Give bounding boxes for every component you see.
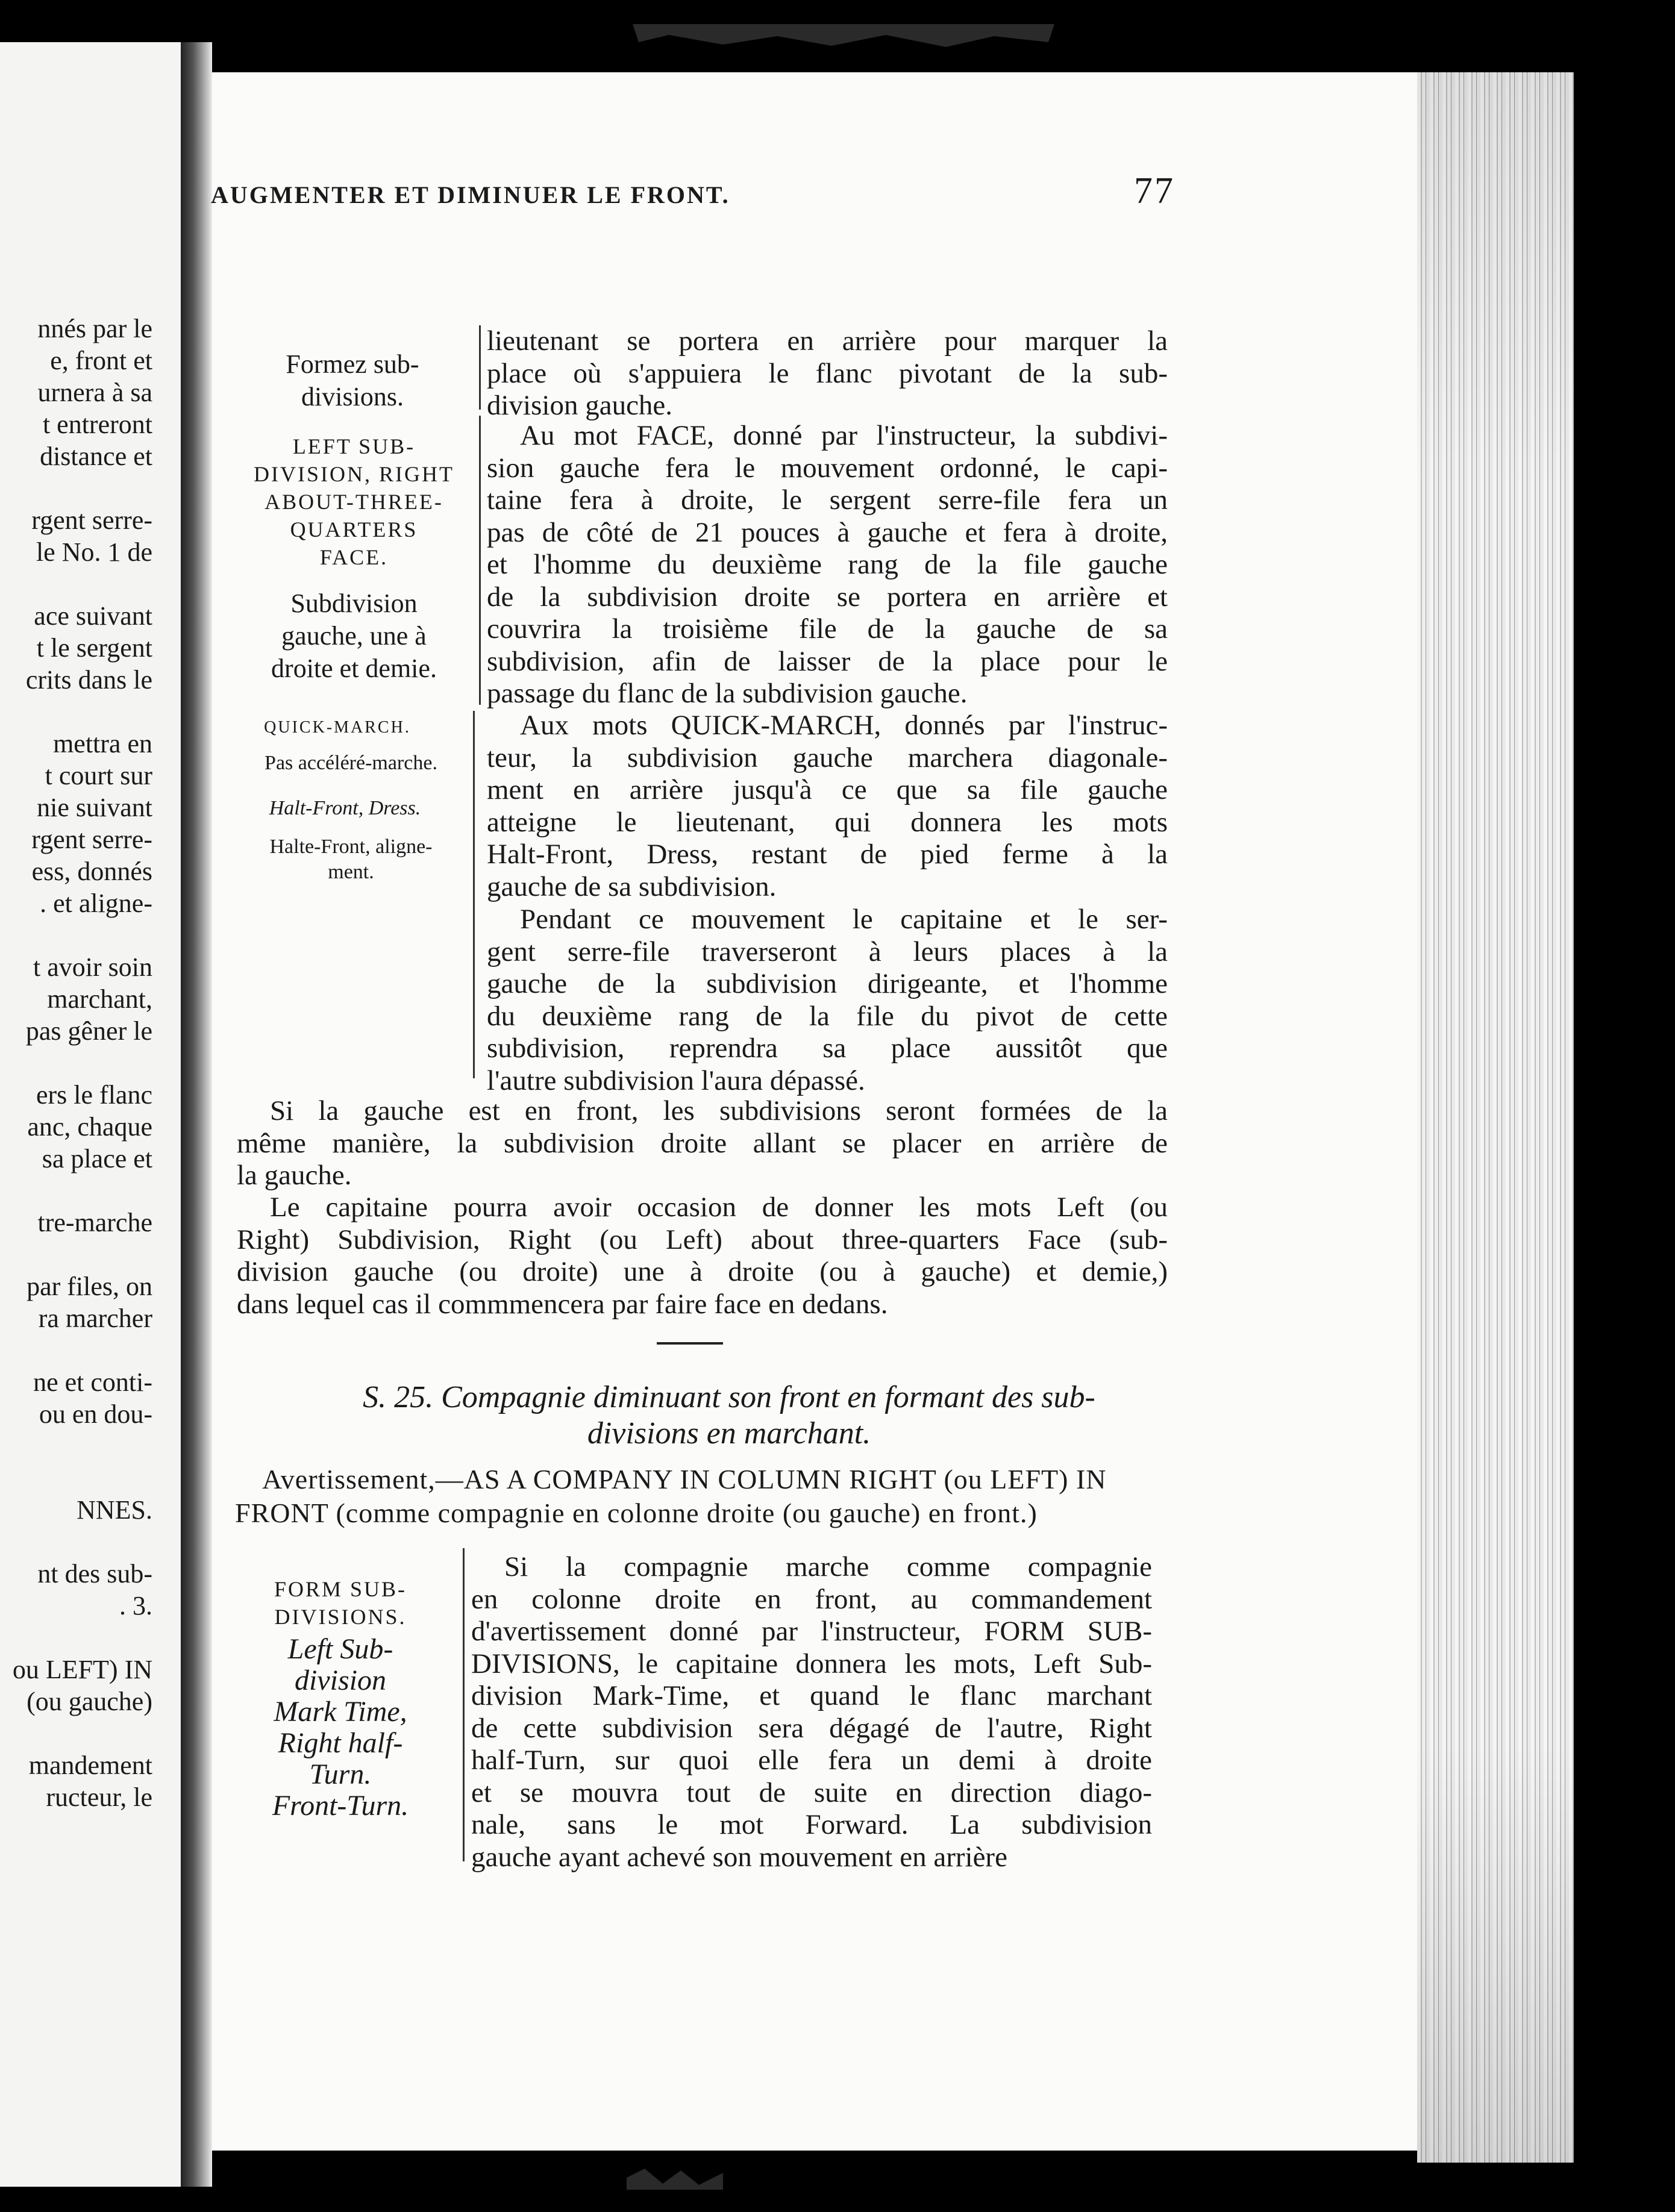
text-line: division gauche (ou droite) une à droite (ou à gauche) et demie,) (237, 1256, 1168, 1287)
text-line: gent serre-file traverseront à leurs places à la (487, 936, 1168, 967)
left-page-line: rgent serre- (31, 825, 152, 854)
paragraph-lieutenant (487, 325, 1168, 422)
avertissement-line: Avertissement,—AS A COMPANY IN COLUMN RIGHT (ou LEFT) IN (262, 1464, 1107, 1495)
page-number: 77 (1134, 170, 1175, 211)
sidenote-line: FACE. (319, 545, 389, 569)
left-page-line: t avoir soin (33, 952, 152, 982)
text-line: dans lequel cas il commmencera par faire face en dedans. (237, 1288, 888, 1320)
sidenote-line: ABOUT-THREE- (265, 490, 443, 514)
sidenote-line: gauche, une à (281, 621, 427, 651)
sidenote-line: DIVISIONS. (274, 1605, 407, 1629)
sidenote-line: Turn. (309, 1758, 372, 1790)
left-page-line: pas gêner le (25, 1016, 152, 1046)
avertissement-line: FRONT (comme compagnie en colonne droite (ou gauche) en front.) (235, 1498, 1038, 1528)
text-line: l'autre subdivision l'aura dépassé. (487, 1064, 865, 1096)
left-page-line: t entreront (42, 410, 152, 439)
text-line: du deuxième rang de la file du pivot de cette (487, 1000, 1168, 1032)
text-line: division Mark-Time, et quand le flanc marchant (471, 1680, 1152, 1711)
page-edges (1417, 72, 1574, 2163)
left-page-line: le No. 1 de (36, 537, 152, 567)
text-line: passage du flanc de la subdivision gauche. (487, 678, 968, 709)
bottom-ornament (627, 2166, 723, 2190)
left-page-line: rgent serre- (31, 505, 152, 535)
text-line: d'avertissement donné par l'instructeur, FORM SUB- (471, 1616, 1152, 1647)
section-heading-line: S. 25. Compagnie diminuant son front en formant des sub- (363, 1380, 1095, 1414)
sidenote-halt-front (238, 792, 452, 825)
paragraph-aux-mots (487, 710, 1168, 903)
left-page-line: ace suivant (34, 601, 152, 631)
left-page-line: ou LEFT) IN (12, 1655, 152, 1684)
sidenote-halte-front (238, 834, 464, 885)
text-line: couvrira la troisième file de la gauche de sa (487, 613, 1168, 645)
text-line: de la subdivision droite se portera en arrière et (487, 581, 1168, 613)
section-heading-line: divisions en marchant. (587, 1416, 871, 1451)
text-line: même manière, la subdivision droite allant se placer en arrière de (237, 1127, 1168, 1159)
sidenote-line: Formez sub- (286, 349, 419, 379)
sidenote-left-sub (238, 433, 470, 571)
book-gutter (181, 42, 212, 2187)
sidenote-line: Mark Time, (274, 1696, 407, 1728)
sidenote-quick-march (238, 714, 437, 742)
paragraph-au-mot-face (487, 420, 1168, 710)
sidenote-line: divisions. (301, 382, 404, 411)
left-page-line: NNES. (77, 1495, 152, 1525)
sidenote-line: Right half- (278, 1727, 403, 1759)
text-line: subdivision, reprendra sa place aussitôt que (487, 1033, 1168, 1064)
left-page-line: t court sur (45, 761, 152, 790)
sidenote-subdivision-gauche (238, 587, 470, 685)
brace (473, 711, 481, 1078)
text-line: Au mot FACE, donné par l'instructeur, la subdivi- (520, 420, 1168, 451)
text-line: Pendant ce mouvement le capitaine et le ser- (520, 904, 1168, 935)
text-line: lieutenant se portera en arrière pour marquer la (487, 325, 1168, 357)
sidenote-line: Subdivision (290, 589, 418, 618)
text-line: gauche de sa subdivision. (487, 870, 777, 902)
section-heading (259, 1379, 1199, 1452)
sidenote-line: Pas accéléré-marche. (265, 752, 437, 774)
section-divider (657, 1342, 723, 1345)
text-line: Right) Subdivision, Right (ou Left) about three-quarters Face (sub- (237, 1223, 1168, 1255)
text-line: Si la compagnie marche comme compagnie (504, 1551, 1152, 1582)
text-line: et l'homme du deuxième rang de la file gauche (487, 549, 1168, 580)
left-page-line: . et aligne- (40, 889, 152, 918)
sidenote-line: Front-Turn. (272, 1790, 409, 1822)
page-title: AUGMENTER ET DIMINUER LE FRONT. (211, 181, 730, 208)
left-page-line: . 3. (119, 1591, 152, 1620)
paragraph-pendant (487, 904, 1168, 1097)
left-page-line: crits dans le (25, 665, 152, 695)
sidenote-line: QUICK-MARCH. (264, 718, 411, 737)
text-line: gauche ayant achevé son mouvement en arrière (471, 1841, 1007, 1873)
text-line: place où s'appuiera le flanc pivotant de la sub- (487, 357, 1168, 389)
brace (479, 416, 487, 705)
left-page-line: ou en dou- (39, 1399, 152, 1429)
avertissement (235, 1463, 1175, 1530)
text-line: en colonne droite en front, au commandement (471, 1583, 1152, 1615)
text-line: Halt-Front, Dress, restant de pied ferme à la (487, 839, 1168, 870)
text-line: gauche de la subdivision dirigeante, et l'homme (487, 968, 1168, 999)
left-page-line: par files, on (27, 1272, 152, 1301)
left-page-line: (ou gauche) (27, 1687, 152, 1716)
sidenote-form-sub-commands (238, 1634, 443, 1822)
sidenote-pas-accelere (238, 747, 464, 780)
text-line: pas de côté de 21 pouces à gauche et fera à droite, (487, 516, 1168, 548)
sidenote-line: QUARTERS (290, 517, 418, 542)
sidenote-formez (253, 348, 452, 413)
left-page-line: mandement (28, 1751, 152, 1780)
sidenote-form-sub (241, 1575, 440, 1631)
brace (463, 1548, 471, 1861)
sidenote-line: DIVISION, RIGHT (254, 462, 454, 486)
left-page-line: e, front et (50, 346, 152, 375)
text-line: nale, sans le mot Forward. La subdivision (471, 1809, 1152, 1840)
left-page-line: mettra en (53, 729, 152, 758)
left-page-line: ra marcher (38, 1304, 152, 1333)
left-page-line: anc, chaque (27, 1112, 152, 1142)
left-page-line: marchant, (47, 984, 152, 1014)
text-line: DIVISIONS, le capitaine donnera les mots, Left Sub- (471, 1648, 1152, 1679)
left-page-line: nnés par le (37, 314, 152, 343)
sidenote-line: droite et demie. (271, 654, 437, 683)
left-page-line: urnera à sa (37, 378, 152, 407)
sidenote-line: Halt-Front, Dress. (269, 797, 421, 819)
sidenote-line: ment. (328, 861, 374, 883)
text-line: Le capitaine pourra avoir occasion de donner les mots Left (ou (270, 1192, 1168, 1223)
text-line: Si la gauche est en front, les subdivisions seront formées de la (270, 1095, 1168, 1126)
text-line: atteigne le lieutenant, qui donnera les mots (487, 806, 1168, 838)
sidenote-line: FORM SUB- (274, 1577, 407, 1601)
text-line: subdivision, afin de laisser de la place pour le (487, 645, 1168, 677)
sidenote-line: LEFT SUB- (292, 434, 416, 458)
sidenote-line: division (295, 1664, 386, 1696)
paragraph-le-capitaine (237, 1192, 1168, 1320)
left-page-line: nt des sub- (37, 1559, 152, 1589)
text-line: de cette subdivision sera dégagé de l'autre, Right (471, 1712, 1152, 1744)
top-ornament (633, 24, 1054, 48)
left-page-line: ers le flanc (36, 1080, 152, 1110)
left-page-line: ructeur, le (46, 1782, 152, 1812)
left-page-line: nie suivant (37, 793, 152, 822)
paragraph-si-la-gauche (237, 1095, 1168, 1192)
left-page-line: ess, donnés (31, 857, 152, 886)
paragraph-si-la-compagnie (471, 1551, 1152, 1873)
text-line: ment en arrière jusqu'à ce que sa file gauche (487, 774, 1168, 805)
left-page-line: tre-marche (37, 1208, 152, 1237)
text-line: la gauche. (237, 1160, 352, 1191)
left-page-line: t le sergent (36, 633, 152, 663)
left-page-line: sa place et (42, 1144, 152, 1173)
text-line: teur, la subdivision gauche marchera diagonale- (487, 742, 1168, 773)
sidenote-line: Halte-Front, aligne- (269, 836, 433, 858)
text-line: Aux mots QUICK-MARCH, donnés par l'instruc- (520, 710, 1168, 741)
brace (479, 325, 487, 410)
left-page-fragment (0, 42, 181, 2187)
sidenote-line: Left Sub- (287, 1633, 393, 1665)
left-page-line: distance et (40, 442, 152, 471)
text-line: half-Turn, sur quoi elle fera un demi à droite (471, 1745, 1152, 1776)
text-line: division gauche. (487, 390, 673, 421)
text-line: et se mouvra tout de suite en direction diago- (471, 1776, 1152, 1808)
text-line: sion gauche fera le mouvement ordonné, le capi- (487, 452, 1168, 484)
left-page-line: ne et conti- (33, 1367, 152, 1397)
text-line: taine fera à droite, le sergent serre-file fera un (487, 484, 1168, 516)
